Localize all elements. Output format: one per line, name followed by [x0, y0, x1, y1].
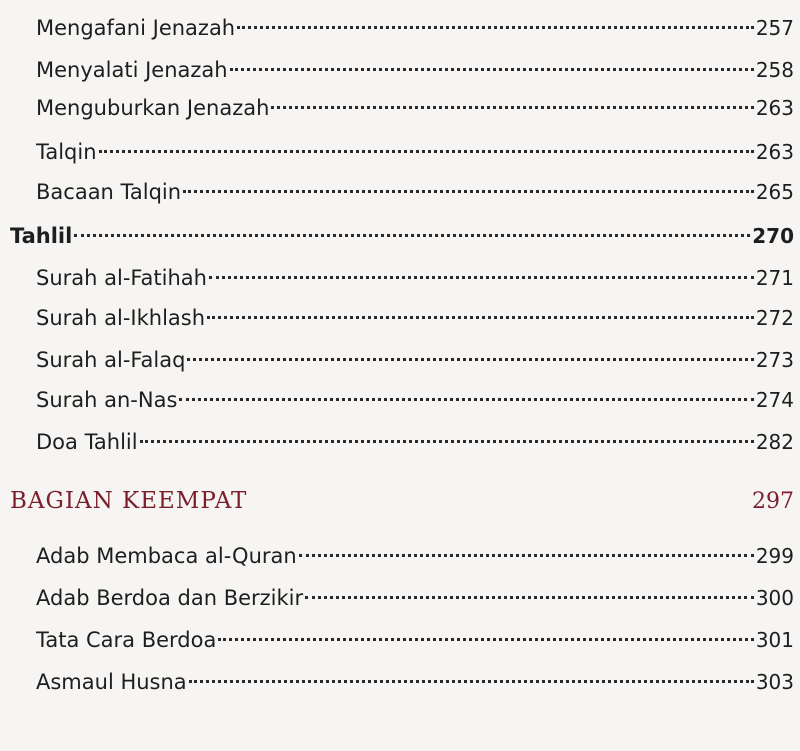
toc-entry [0, 132, 800, 172]
section-page-number: 297 [752, 489, 794, 514]
entry-page-number: 272 [755, 306, 794, 330]
entry-label: Tata Cara Berdoa [36, 628, 217, 652]
toc-entry [0, 662, 800, 702]
entry-page-number: 300 [755, 586, 794, 610]
entry-label: Menguburkan Jenazah [36, 96, 270, 120]
dot-leader [183, 190, 754, 193]
dot-leader [305, 596, 754, 599]
entry-page-number: 258 [755, 58, 794, 82]
dot-leader [271, 106, 753, 109]
toc-entry [0, 258, 800, 298]
entry-label: Asmaul Husna [36, 670, 187, 694]
dot-leader [209, 276, 754, 279]
section-title: BAGIAN KEEMPAT [10, 488, 248, 514]
entry-page-number: 303 [755, 670, 794, 694]
entry-page-number: 263 [755, 140, 794, 164]
entry-label: Tahlil [10, 224, 73, 248]
entry-label: Surah an-Nas [36, 388, 178, 412]
entry-page-number: 270 [752, 224, 794, 248]
toc-entry-main [0, 216, 800, 256]
dot-leader [99, 150, 754, 153]
section-heading [0, 488, 800, 528]
toc-entry [0, 380, 800, 420]
toc-entry [0, 298, 800, 338]
entry-label: Menyalati Jenazah [36, 58, 228, 82]
entry-page-number: 301 [755, 628, 794, 652]
entry-label: Adab Membaca al-Quran [36, 544, 297, 568]
entry-label: Adab Berdoa dan Berzikir [36, 586, 304, 610]
entry-label: Mengafani Jenazah [36, 16, 236, 40]
dot-leader [237, 26, 754, 29]
entry-page-number: 282 [755, 430, 794, 454]
dot-leader [179, 398, 753, 401]
dot-leader [230, 68, 754, 71]
toc-entry [0, 340, 800, 380]
toc-entry [0, 578, 800, 618]
entry-label: Surah al-Falaq [36, 348, 186, 372]
entry-label: Bacaan Talqin [36, 180, 182, 204]
entry-page-number: 263 [755, 96, 794, 120]
toc-entry [0, 8, 800, 48]
toc-entry [0, 88, 800, 128]
entry-label: Surah al-Ikhlash [36, 306, 206, 330]
dot-leader [140, 440, 754, 443]
toc-entry [0, 50, 800, 90]
entry-page-number: 257 [755, 16, 794, 40]
entry-page-number: 265 [755, 180, 794, 204]
dot-leader [187, 358, 753, 361]
toc-entry [0, 620, 800, 660]
dot-leader [207, 316, 754, 319]
entry-page-number: 273 [755, 348, 794, 372]
entry-label: Talqin [36, 140, 97, 164]
toc-entry [0, 536, 800, 576]
toc-entry [0, 172, 800, 212]
entry-label: Surah al-Fatihah [36, 266, 207, 290]
entry-page-number: 271 [755, 266, 794, 290]
entry-page-number: 299 [755, 544, 794, 568]
dot-leader [189, 680, 754, 683]
dot-leader [74, 234, 750, 237]
entry-page-number: 274 [755, 388, 794, 412]
dot-leader [299, 554, 754, 557]
dot-leader [218, 638, 753, 641]
entry-label: Doa Tahlil [36, 430, 138, 454]
toc-entry [0, 422, 800, 462]
